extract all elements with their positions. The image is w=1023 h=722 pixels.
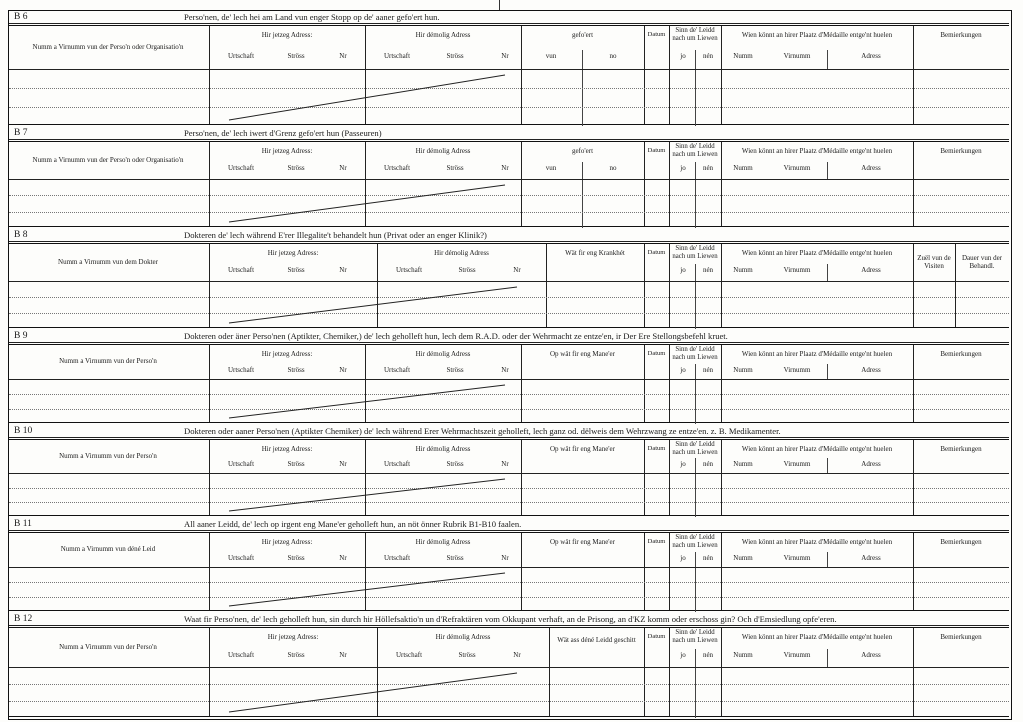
number-header: Nr: [339, 554, 347, 562]
table-row[interactable]: [9, 597, 1009, 612]
section-b11: [9, 518, 1009, 613]
section-title: Perso'nen, de' lech hei am Land vun enger Stopp op de' aaner gefo'ert hun.: [184, 12, 440, 22]
section-table: [9, 627, 1009, 717]
locality-header: Urtschaft: [383, 164, 411, 172]
number-header: Nr: [501, 164, 509, 172]
former-address-header: Hir démolig Adress: [415, 31, 471, 39]
section-table: [9, 141, 1009, 227]
street-header: Ströss: [287, 366, 305, 374]
yes-header: jo: [680, 52, 686, 60]
surname-header: Numm: [733, 651, 753, 659]
number-header: Nr: [501, 366, 509, 374]
section-code: B 11: [14, 519, 32, 529]
current-address-header: Hir jetzeg Adress:: [267, 633, 319, 641]
yes-header: jo: [680, 460, 686, 468]
locality-header: Urtschaft: [395, 266, 423, 274]
remarks-header: Bemierkungen: [940, 350, 982, 358]
table-row[interactable]: [9, 281, 1009, 297]
table-row[interactable]: [9, 88, 1009, 107]
date-header: Datum: [647, 538, 666, 545]
medal-subdivider: [827, 50, 828, 69]
medal-header: Wien könnt an hirer Plaatz d'Médaille entge'nt huelen: [741, 350, 893, 358]
date-header: Datum: [647, 31, 666, 38]
alive-header: Sinn de' Leidd nach um Liewen: [672, 245, 718, 260]
table-row[interactable]: [9, 567, 1009, 582]
disease-header: Wät fir eng Krankhét: [565, 249, 625, 257]
current-address-header: Hir jetzeg Adress:: [261, 147, 313, 155]
name-column-header: Numm a Virnumm vun der Perso'n: [59, 357, 157, 365]
alive-header: Sinn de' Leidd nach um Liewen: [672, 534, 718, 549]
section-b10: [9, 425, 1009, 518]
name-column-header: Numm a Virnumm vun der Perso'n oder Organisatio'n: [32, 155, 184, 164]
locality-header: Urtschaft: [227, 266, 255, 274]
from-header: vun: [545, 52, 557, 60]
section-b12: [9, 613, 1009, 719]
surname-header: Numm: [733, 554, 753, 562]
medal-header: Wien könnt an hirer Plaatz d'Médaille entge'nt huelen: [741, 147, 893, 155]
street-header: Ströss: [287, 554, 305, 562]
number-header: Nr: [339, 366, 347, 374]
medal-subdivider: [827, 364, 828, 379]
table-row[interactable]: [9, 502, 1009, 517]
table-row[interactable]: [9, 379, 1009, 394]
section-title: Dokteren oder äner Perso'nen (Aptikter, Chemiker,) de' lech geholleft hun, lech dem R.A.D. oder der Wehrmacht ze entze'en, ir Der Ere Stellongsbefehl kruet.: [184, 331, 728, 341]
locality-header: Urtschaft: [227, 460, 255, 468]
former-address-header: Hir démolig Adress: [415, 445, 471, 453]
street-header: Ströss: [446, 554, 464, 562]
medal-subdivider: [827, 649, 828, 667]
table-row[interactable]: [9, 313, 1009, 329]
table-row[interactable]: [9, 473, 1009, 488]
section-table: [9, 344, 1009, 423]
no-header: nén: [702, 52, 714, 60]
table-row[interactable]: [9, 684, 1009, 701]
name-column-header: Numm a Virnumm vun déné Leid: [60, 545, 156, 553]
number-header: Nr: [501, 52, 509, 60]
section-header: [9, 11, 1009, 24]
section-header: [9, 613, 1009, 626]
section-header: [9, 127, 1009, 140]
street-header: Ströss: [287, 164, 305, 172]
yes-header: jo: [680, 164, 686, 172]
firstname-header: Virnumm: [783, 52, 811, 60]
street-header: Ströss: [446, 52, 464, 60]
locality-header: Urtschaft: [383, 554, 411, 562]
section-b9: [9, 330, 1009, 425]
address-header: Adress: [861, 266, 881, 274]
firstname-header: Virnumm: [783, 651, 811, 659]
address-header: Adress: [861, 554, 881, 562]
medal-header: Wien könnt an hirer Plaatz d'Médaille entge'nt huelen: [741, 249, 893, 257]
remarks-header: Bemierkungen: [940, 633, 982, 641]
street-header: Ströss: [287, 651, 305, 659]
name-column-header: Numm a Virnumm vun der Perso'n oder Organisatio'n: [32, 42, 184, 51]
street-header: Ströss: [287, 266, 305, 274]
section-table: [9, 243, 1009, 328]
number-header: Nr: [339, 164, 347, 172]
surname-header: Numm: [733, 366, 753, 374]
section-title: Waat fir Perso'nen, de' lech geholleft hun, sin durch hir Höllefsaktio'n un d'Refraktären vom Okkupant verhaft, an de Prisong, an d'KZ komm oder erschoss gin? Och d'Emsiedlung opfe'eren.: [184, 614, 837, 624]
street-header: Ströss: [458, 266, 476, 274]
alive-header: Sinn de' Leidd nach um Liewen: [672, 441, 718, 456]
street-header: Ströss: [287, 52, 305, 60]
no-header: nén: [702, 266, 714, 274]
section-table: [9, 439, 1009, 516]
alive-header: Sinn de' Leidd nach um Liewen: [672, 346, 718, 361]
locality-header: Urtschaft: [227, 52, 255, 60]
locality-header: Urtschaft: [227, 554, 255, 562]
table-row[interactable]: [9, 488, 1009, 503]
locality-header: Urtschaft: [383, 52, 411, 60]
no-header: nén: [702, 651, 714, 659]
section-header: [9, 229, 1009, 242]
table-row[interactable]: [9, 701, 1009, 718]
surname-header: Numm: [733, 164, 753, 172]
section-title: All aaner Leidd, de' lech op irgent eng Mane'er geholleft hun, an nöt önner Rubrik B1-B10 faalen.: [184, 519, 522, 529]
number-header: Nr: [339, 460, 347, 468]
firstname-header: Virnumm: [783, 554, 811, 562]
table-row[interactable]: [9, 582, 1009, 597]
number-header: Nr: [501, 460, 509, 468]
remarks-header: Bemierkungen: [940, 538, 982, 546]
section-header: [9, 330, 1009, 343]
medal-header: Wien könnt an hirer Plaatz d'Médaille entge'nt huelen: [741, 31, 893, 39]
former-address-header: Hir démolig Adress: [435, 633, 491, 641]
locality-header: Urtschaft: [227, 164, 255, 172]
surname-header: Numm: [733, 52, 753, 60]
fate-header: Wät ass déné Leidd geschitt: [557, 636, 636, 644]
date-header: Datum: [647, 147, 666, 154]
firstname-header: Virnumm: [783, 164, 811, 172]
date-header: Datum: [647, 445, 666, 452]
locality-header: Urtschaft: [227, 651, 255, 659]
no-header: nén: [702, 554, 714, 562]
manner-header: Op wät fir eng Mane'er: [549, 538, 615, 546]
table-row[interactable]: [9, 394, 1009, 409]
from-header: vun: [545, 164, 557, 172]
medal-subdivider: [827, 162, 828, 179]
remarks-header: Bemierkungen: [940, 445, 982, 453]
treatment-duration-header: Dauer vun der Behandl.: [961, 254, 1003, 270]
address-header: Adress: [861, 52, 881, 60]
surname-header: Numm: [733, 266, 753, 274]
section-title: Dokteren de' lech während E'rer Illegalite't behandelt hun (Privat oder an enger Klinik?): [184, 230, 487, 240]
locality-header: Urtschaft: [227, 366, 255, 374]
alive-header: Sinn de' Leidd nach um Liewen: [672, 629, 718, 644]
current-address-header: Hir jetzeg Adress:: [267, 249, 319, 257]
table-row[interactable]: [9, 107, 1009, 126]
street-header: Ströss: [446, 460, 464, 468]
name-column-header: Numm a Virnumm vun der Perso'n: [59, 642, 157, 651]
yes-header: jo: [680, 266, 686, 274]
table-row[interactable]: [9, 179, 1009, 195]
medal-subdivider: [827, 552, 828, 567]
date-header: Datum: [647, 350, 666, 357]
current-address-header: Hir jetzeg Adress:: [261, 445, 313, 453]
section-code: B 6: [14, 12, 28, 22]
no-header: nén: [702, 366, 714, 374]
yes-header: jo: [680, 554, 686, 562]
questionnaire-form: [8, 10, 1012, 720]
number-header: Nr: [339, 52, 347, 60]
section-code: B 7: [14, 128, 28, 138]
medal-subdivider: [827, 264, 828, 281]
no-header: nén: [702, 460, 714, 468]
manner-header: Op wät fir eng Mane'er: [549, 350, 615, 358]
conveyed-header: gefo'ert: [571, 147, 594, 155]
surname-header: Numm: [733, 460, 753, 468]
table-row[interactable]: [9, 297, 1009, 313]
medal-header: Wien könnt an hirer Plaatz d'Médaille entge'nt huelen: [741, 445, 893, 453]
number-header: Nr: [513, 266, 521, 274]
name-column-header: Numm a Virnumm vun dem Dokter: [58, 257, 158, 266]
medal-header: Wien könnt an hirer Plaatz d'Médaille entge'nt huelen: [741, 633, 893, 641]
street-header: Ströss: [287, 460, 305, 468]
address-header: Adress: [861, 366, 881, 374]
name-column-header: Numm a Virnumm vun der Perso'n: [59, 451, 157, 460]
manner-header: Op wät fir eng Mane'er: [549, 445, 615, 453]
no-header: nén: [702, 164, 714, 172]
number-header: Nr: [339, 266, 347, 274]
number-header: Nr: [513, 651, 521, 659]
to-header: no: [609, 52, 617, 60]
remarks-header: Bemierkungen: [940, 31, 982, 39]
former-address-header: Hir démolig Adress: [434, 249, 489, 257]
medal-subdivider: [827, 458, 828, 473]
alive-header: Sinn de' Leidd nach um Liewen: [672, 143, 718, 158]
current-address-header: Hir jetzeg Adress:: [261, 31, 313, 39]
address-header: Adress: [861, 164, 881, 172]
number-header: Nr: [501, 554, 509, 562]
section-b8: [9, 229, 1009, 330]
section-code: B 9: [14, 331, 28, 341]
section-b6: [9, 11, 1009, 127]
section-table: [9, 25, 1009, 125]
yes-header: jo: [680, 651, 686, 659]
visits-header: Zuël vun de Visiten: [917, 254, 951, 270]
table-row[interactable]: [9, 212, 1009, 228]
section-header: [9, 425, 1009, 438]
conveyed-header: gefo'ert: [571, 31, 594, 39]
table-row[interactable]: [9, 667, 1009, 684]
former-address-header: Hir démolig Adress: [415, 350, 471, 358]
section-code: B 10: [14, 426, 33, 436]
to-header: no: [609, 164, 617, 172]
address-header: Adress: [861, 460, 881, 468]
locality-header: Urtschaft: [395, 651, 423, 659]
remarks-header: Bemierkungen: [940, 147, 982, 155]
section-b7: [9, 127, 1009, 229]
yes-header: jo: [680, 366, 686, 374]
table-row[interactable]: [9, 195, 1009, 211]
alive-header: Sinn de' Leidd nach um Liewen: [672, 27, 718, 42]
date-header: Datum: [647, 249, 666, 256]
firstname-header: Virnumm: [783, 266, 811, 274]
page-mark: [499, 0, 500, 10]
table-row[interactable]: [9, 69, 1009, 88]
section-header: [9, 518, 1009, 531]
current-address-header: Hir jetzeg Adress:: [261, 538, 313, 546]
section-title: Dokteren oder aaner Perso'nen (Aptikter Chemiker) de' lech während Erer Wehrmachtszeit geholleft, lech ganz od. dëlweis dem Wehrzwang ze entze'en. z. B. Medikamenter.: [184, 426, 781, 436]
street-header: Ströss: [458, 651, 476, 659]
address-header: Adress: [861, 651, 881, 659]
former-address-header: Hir démolig Adress: [415, 538, 471, 546]
firstname-header: Virnumm: [783, 366, 811, 374]
number-header: Nr: [339, 651, 347, 659]
firstname-header: Virnumm: [783, 460, 811, 468]
medal-header: Wien könnt an hirer Plaatz d'Médaille entge'nt huelen: [741, 538, 893, 546]
section-title: Perso'nen, de' lech iwert d'Grenz gefo'ert hun (Passeuren): [184, 128, 382, 138]
street-header: Ströss: [446, 164, 464, 172]
section-table: [9, 532, 1009, 611]
locality-header: Urtschaft: [383, 366, 411, 374]
current-address-header: Hir jetzeg Adress:: [261, 350, 313, 358]
date-header: Datum: [647, 633, 666, 640]
section-code: B 12: [14, 614, 33, 624]
table-row[interactable]: [9, 409, 1009, 424]
street-header: Ströss: [446, 366, 464, 374]
former-address-header: Hir démolig Adress: [415, 147, 471, 155]
locality-header: Urtschaft: [383, 460, 411, 468]
section-code: B 8: [14, 230, 28, 240]
